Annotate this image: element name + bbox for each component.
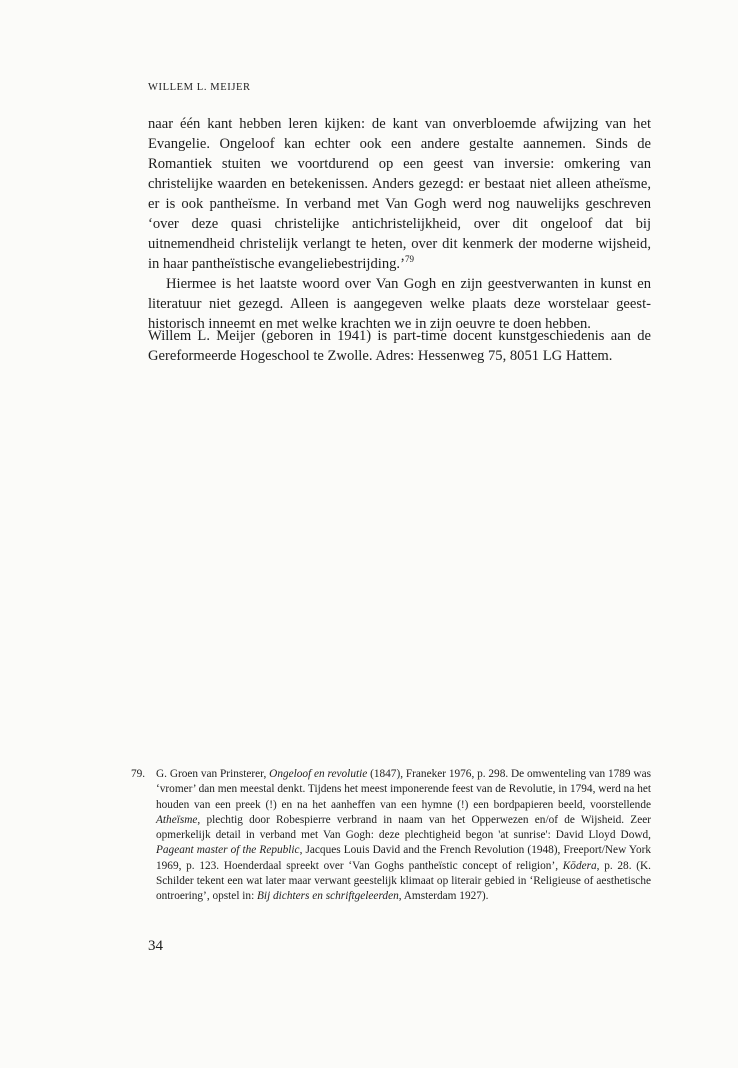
footnote-pageant-italic: Pageant master of the Republic (156, 844, 300, 857)
author-bio-text: Willem L. Meijer (geboren in 1941) is part-time docent kunstgeschiedenis aan de Gereformeerde Hogeschool te Zwolle. Adres: Hessenweg 75, 8051 LG Hattem. (148, 328, 651, 364)
footnote-title-italic: Ongeloof en revolutie (269, 768, 368, 780)
footnote-seg-7: , Jacques Louis David and the French Revolution (1948), Freeport/New York 1969, p. 123. Hoenderdaal spreekt over ‘Van Goghs pantheïstic concept of religion’, (156, 844, 651, 872)
author-bio (148, 326, 651, 366)
footnote-seg-9: , p. 28. (K. Schilder tekent een wat later maar verwant geestelijk klimaat op literair gebied in ‘Religieuse of aesthetische ontroering’, opstel in: (156, 859, 652, 903)
footnote-number: 79. (131, 768, 146, 780)
footnote-79 (131, 767, 651, 905)
paragraph-2: Hiermee is het laatste woord over Van Gogh en zijn geestverwanten in kunst en literatuur niet gezegd. Alleen is aangegeven welke plaats deze worstelaar geesthistorisch inneemt en met welke krachten we in zijn oeuvre te doen hebben. (148, 276, 651, 332)
footnote-ref-79[interactable]: 79 (404, 254, 414, 265)
footnote-atheisme-italic: Atheïsme (156, 813, 198, 826)
running-head: WILLEM L. MEIJER (148, 82, 251, 93)
paragraph-1-text: naar één kant hebben leren kijken: de kant van onverbloemde afwijzing van het Evangelie. Ongeloof kan echter ook een andere gestalte aannemen. Sinds de Romantiek stuiten we voortdurend op een geest van inversie: omkering van christelijke waarden en betekenissen. Anders gezegd: er bestaat niet alleen atheïsme, er is ook pantheïsme. In verband met Van Gogh werd nog nauwelijks geschreven ‘over deze quasi christelijke antichristelijkheid, over dit ongeloof dat bij uitnemendheid christelijk verlangt te heten, over dit kenmerk der moderne wijsheid, in haar pantheïstische evangeliebestrijding.’ (148, 116, 651, 272)
footnote-seg-3: (1847), Franeker 1976, p. 298. De omwenteling van 1789 was ‘vromer’ dan men meestal denkt. Tijdens het meest imponerende feest van de Revolutie, in 1794, werd na het houden van een preek (!) en na het aanheffen van een hymne (!) een bordpapieren beeld, voorstellende (156, 768, 651, 811)
footnote-kodera-italic: Kōdera (562, 859, 597, 872)
footnote-seg-1: G. Groen van Prinsterer, (156, 768, 270, 780)
footnote-text (156, 767, 651, 905)
body-text (148, 114, 651, 334)
footnote-seg-11: , Amsterdam 1927). (398, 890, 489, 903)
footnote-seg-5: , plechtig door Robespierre verbrand in naam van het Opperwezen en/of de Wijsheid. Zeer opmerkelijk detail in verband met Van Gogh: deze plechtigheid begon 'at sunrise': David Lloyd Dowd, (156, 813, 651, 842)
paragraph-1 (148, 114, 651, 274)
page-number: 34 (148, 938, 163, 954)
footnote-bij-dichters-italic: Bij dichters en schriftgeleerden (257, 890, 399, 903)
